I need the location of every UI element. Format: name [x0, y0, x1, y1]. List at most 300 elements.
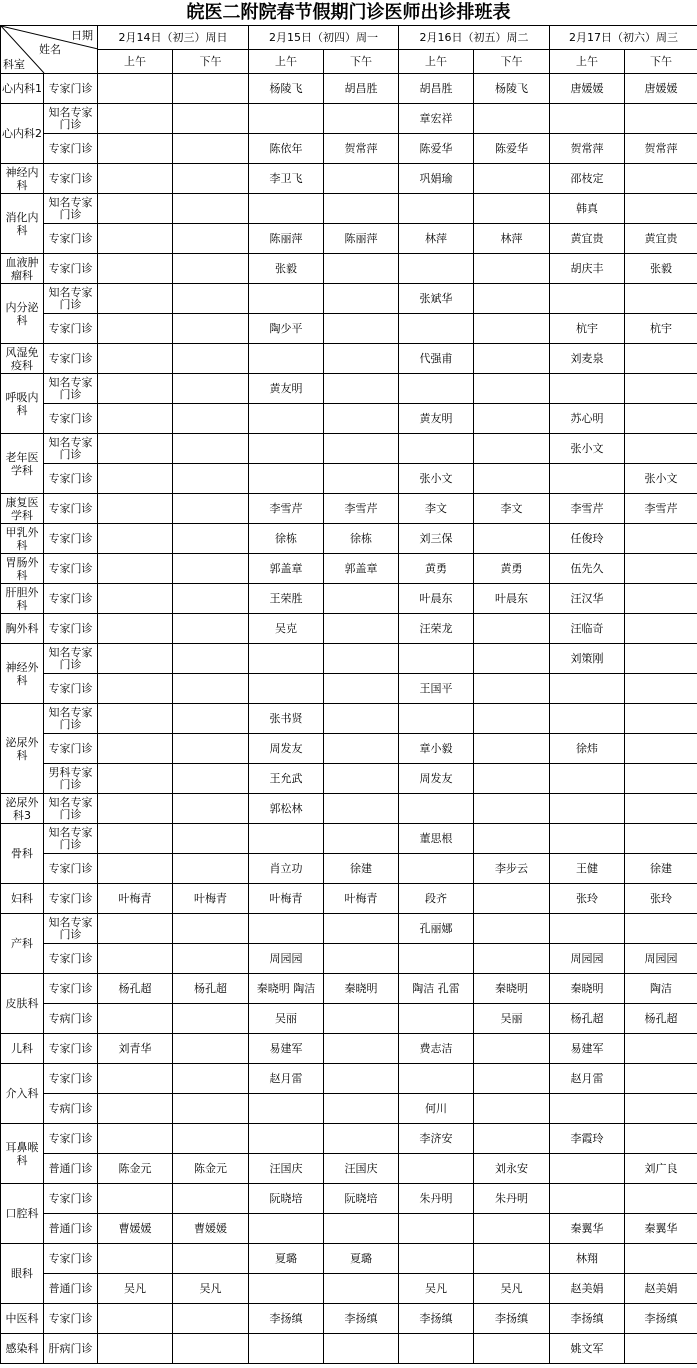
doctor-cell: 徐建 [324, 854, 399, 884]
doctor-cell: 刘青华 [98, 1034, 173, 1064]
doctor-cell: 曹媛媛 [173, 1214, 249, 1244]
department-cell: 神经内科 [1, 164, 44, 194]
doctor-cell [173, 734, 249, 764]
doctor-cell [324, 194, 399, 224]
clinic-type-cell: 专家门诊 [44, 524, 98, 554]
doctor-cell: 李扬缜 [474, 1304, 550, 1334]
clinic-type-cell: 专家门诊 [44, 1124, 98, 1154]
doctor-cell: 杭宇 [625, 314, 697, 344]
clinic-type-cell: 专家门诊 [44, 734, 98, 764]
doctor-cell [173, 854, 249, 884]
doctor-cell: 李济安 [399, 1124, 474, 1154]
header-corner [1, 26, 98, 74]
clinic-type-cell: 专家门诊 [44, 314, 98, 344]
doctor-cell: 杨孔超 [173, 974, 249, 1004]
table-row [1, 644, 697, 674]
doctor-cell [324, 614, 399, 644]
table-row [1, 284, 697, 314]
doctor-cell: 李文 [474, 494, 550, 524]
table-row [1, 1094, 697, 1124]
schedule-table [0, 25, 697, 1364]
doctor-cell [324, 344, 399, 374]
doctor-cell [474, 614, 550, 644]
doctor-cell: 杨陵飞 [249, 74, 324, 104]
clinic-type-cell: 专家门诊 [44, 164, 98, 194]
doctor-cell: 张小文 [625, 464, 697, 494]
doctor-cell: 吴凡 [98, 1274, 173, 1304]
doctor-cell [625, 404, 697, 434]
doctor-cell [173, 1304, 249, 1334]
clinic-type-cell: 专家门诊 [44, 134, 98, 164]
clinic-type-cell: 专家门诊 [44, 584, 98, 614]
doctor-cell: 章小毅 [399, 734, 474, 764]
doctor-cell [550, 1184, 625, 1214]
doctor-cell [324, 164, 399, 194]
table-row [1, 434, 697, 464]
doctor-cell: 周发友 [249, 734, 324, 764]
table-row [1, 164, 697, 194]
doctor-cell [98, 224, 173, 254]
department-cell: 骨科 [1, 824, 44, 884]
doctor-cell [324, 254, 399, 284]
doctor-cell [173, 704, 249, 734]
table-row [1, 374, 697, 404]
doctor-cell: 唐媛媛 [625, 74, 697, 104]
table-row [1, 794, 697, 824]
clinic-type-cell: 专家门诊 [44, 404, 98, 434]
doctor-cell [474, 1334, 550, 1364]
table-row [1, 1064, 697, 1094]
doctor-cell: 陈丽萍 [324, 224, 399, 254]
doctor-cell [324, 1094, 399, 1124]
doctor-cell [550, 764, 625, 794]
doctor-cell [474, 404, 550, 434]
department-cell: 甲乳外科 [1, 524, 44, 554]
doctor-cell [173, 584, 249, 614]
doctor-cell [173, 1004, 249, 1034]
doctor-cell [98, 524, 173, 554]
table-row [1, 1034, 697, 1064]
doctor-cell [324, 944, 399, 974]
department-cell: 胃肠外科 [1, 554, 44, 584]
table-row [1, 404, 697, 434]
doctor-cell [173, 944, 249, 974]
clinic-type-cell: 普通门诊 [44, 1274, 98, 1304]
am-header: 上午 [98, 50, 173, 74]
doctor-cell: 易建军 [249, 1034, 324, 1064]
doctor-cell [550, 284, 625, 314]
doctor-cell [399, 194, 474, 224]
doctor-cell: 李文 [399, 494, 474, 524]
doctor-cell [625, 644, 697, 674]
doctor-cell [625, 704, 697, 734]
doctor-cell: 易建军 [550, 1034, 625, 1064]
doctor-cell: 秦晓明 [324, 974, 399, 1004]
doctor-cell: 秦晓明 [550, 974, 625, 1004]
doctor-cell [474, 734, 550, 764]
doctor-cell [474, 1034, 550, 1064]
clinic-type-cell: 专家门诊 [44, 254, 98, 284]
clinic-type-cell: 专病门诊 [44, 1004, 98, 1034]
doctor-cell: 周园园 [550, 944, 625, 974]
doctor-cell: 林萍 [474, 224, 550, 254]
doctor-cell [324, 824, 399, 854]
doctor-cell: 邵枝定 [550, 164, 625, 194]
doctor-cell [173, 494, 249, 524]
table-row [1, 974, 697, 1004]
doctor-cell [550, 794, 625, 824]
doctor-cell: 周发友 [399, 764, 474, 794]
department-cell: 呼吸内科 [1, 374, 44, 434]
doctor-cell: 徐栋 [324, 524, 399, 554]
doctor-cell [625, 824, 697, 854]
doctor-cell [474, 644, 550, 674]
doctor-cell: 刘广良 [625, 1154, 697, 1184]
doctor-cell [625, 1334, 697, 1364]
doctor-cell [98, 734, 173, 764]
doctor-cell [98, 464, 173, 494]
clinic-type-cell: 专家门诊 [44, 884, 98, 914]
am-header: 上午 [399, 50, 474, 74]
doctor-cell: 徐炜 [550, 734, 625, 764]
department-cell: 皮肤科 [1, 974, 44, 1034]
department-cell: 儿科 [1, 1034, 44, 1064]
table-row [1, 1004, 697, 1034]
clinic-type-cell: 专家门诊 [44, 1244, 98, 1274]
doctor-cell [173, 464, 249, 494]
doctor-cell: 张斌华 [399, 284, 474, 314]
doctor-cell [249, 464, 324, 494]
doctor-cell: 林萍 [399, 224, 474, 254]
doctor-cell: 叶晨东 [399, 584, 474, 614]
doctor-cell [474, 194, 550, 224]
department-cell: 妇科 [1, 884, 44, 914]
doctor-cell [550, 464, 625, 494]
doctor-cell: 曹媛媛 [98, 1214, 173, 1244]
clinic-type-cell: 知名专家门诊 [44, 284, 98, 314]
doctor-cell [98, 704, 173, 734]
doctor-cell: 秦翼华 [625, 1214, 697, 1244]
doctor-cell [399, 1214, 474, 1244]
doctor-cell [98, 374, 173, 404]
doctor-cell: 李扬缜 [625, 1304, 697, 1334]
doctor-cell: 李雪芹 [324, 494, 399, 524]
doctor-cell: 郭松林 [249, 794, 324, 824]
doctor-cell [249, 404, 324, 434]
clinic-type-cell: 知名专家门诊 [44, 794, 98, 824]
doctor-cell [625, 1244, 697, 1274]
table-row [1, 734, 697, 764]
doctor-cell: 吴克 [249, 614, 324, 644]
table-row [1, 314, 697, 344]
doctor-cell [474, 824, 550, 854]
doctor-cell: 徐建 [625, 854, 697, 884]
doctor-cell [173, 254, 249, 284]
doctor-cell [625, 914, 697, 944]
doctor-cell [173, 344, 249, 374]
doctor-cell: 黄勇 [399, 554, 474, 584]
doctor-cell [625, 584, 697, 614]
doctor-cell [625, 194, 697, 224]
doctor-cell [98, 254, 173, 284]
doctor-cell: 赵美娟 [550, 1274, 625, 1304]
doctor-cell [249, 1214, 324, 1244]
department-cell: 眼科 [1, 1244, 44, 1304]
doctor-cell [173, 434, 249, 464]
doctor-cell [173, 74, 249, 104]
doctor-cell [324, 464, 399, 494]
header-row-dates [1, 26, 697, 50]
doctor-cell: 陈依年 [249, 134, 324, 164]
doctor-cell [399, 1334, 474, 1364]
doctor-cell [98, 104, 173, 134]
doctor-cell [474, 674, 550, 704]
doctor-cell [249, 1124, 324, 1154]
doctor-cell: 朱丹明 [474, 1184, 550, 1214]
pm-header: 下午 [324, 50, 399, 74]
doctor-cell: 何川 [399, 1094, 474, 1124]
doctor-cell [173, 404, 249, 434]
doctor-cell: 李扬缜 [324, 1304, 399, 1334]
doctor-cell [474, 164, 550, 194]
table-row [1, 554, 697, 584]
table-row [1, 1214, 697, 1244]
doctor-cell: 吴丽 [474, 1004, 550, 1034]
header-row-periods [1, 50, 697, 74]
clinic-type-cell: 专家门诊 [44, 224, 98, 254]
clinic-type-cell: 专家门诊 [44, 854, 98, 884]
doctor-cell [173, 1184, 249, 1214]
doctor-cell [173, 134, 249, 164]
doctor-cell [249, 914, 324, 944]
doctor-cell: 陶少平 [249, 314, 324, 344]
table-row [1, 134, 697, 164]
table-row [1, 104, 697, 134]
department-cell: 介入科 [1, 1064, 44, 1124]
doctor-cell: 赵美娟 [625, 1274, 697, 1304]
table-row [1, 1244, 697, 1274]
doctor-cell [474, 524, 550, 554]
doctor-cell: 李扬缜 [399, 1304, 474, 1334]
doctor-cell [324, 1064, 399, 1094]
doctor-cell: 汪汉华 [550, 584, 625, 614]
doctor-cell: 郭盖章 [249, 554, 324, 584]
doctor-cell [399, 1004, 474, 1034]
doctor-cell [399, 1064, 474, 1094]
doctor-cell [324, 1334, 399, 1364]
doctor-cell [324, 734, 399, 764]
doctor-cell: 叶梅青 [173, 884, 249, 914]
doctor-cell [98, 134, 173, 164]
department-cell: 风湿免疫科 [1, 344, 44, 374]
doctor-cell [98, 344, 173, 374]
doctor-cell: 黄宜贵 [550, 224, 625, 254]
doctor-cell: 杨孔超 [625, 1004, 697, 1034]
day-header: 2月17日（初六）周三 [550, 26, 697, 50]
doctor-cell: 贺常萍 [550, 134, 625, 164]
doctor-cell [625, 674, 697, 704]
doctor-cell [625, 1184, 697, 1214]
doctor-cell: 吴凡 [399, 1274, 474, 1304]
doctor-cell: 黄宜贵 [625, 224, 697, 254]
doctor-cell [550, 824, 625, 854]
doctor-cell [550, 914, 625, 944]
doctor-cell [474, 1064, 550, 1094]
doctor-cell: 伍先久 [550, 554, 625, 584]
table-row [1, 494, 697, 524]
doctor-cell [399, 314, 474, 344]
doctor-cell: 汪国庆 [249, 1154, 324, 1184]
doctor-cell: 汪荣龙 [399, 614, 474, 644]
doctor-cell: 肖立功 [249, 854, 324, 884]
doctor-cell [324, 1004, 399, 1034]
doctor-cell [98, 914, 173, 944]
clinic-type-cell: 专病门诊 [44, 1094, 98, 1124]
clinic-type-cell: 知名专家门诊 [44, 434, 98, 464]
table-row [1, 524, 697, 554]
day-header: 2月14日（初三）周日 [98, 26, 249, 50]
doctor-cell [173, 104, 249, 134]
clinic-type-cell: 专家门诊 [44, 974, 98, 1004]
department-cell: 泌尿外科3 [1, 794, 44, 824]
doctor-cell: 秦晓明 [474, 974, 550, 1004]
doctor-cell: 徐栋 [249, 524, 324, 554]
doctor-cell [324, 374, 399, 404]
doctor-cell [550, 104, 625, 134]
doctor-cell [98, 494, 173, 524]
clinic-type-cell: 知名专家门诊 [44, 104, 98, 134]
doctor-cell [173, 824, 249, 854]
doctor-cell [173, 1334, 249, 1364]
clinic-type-cell: 专家门诊 [44, 614, 98, 644]
doctor-cell: 叶梅青 [98, 884, 173, 914]
doctor-cell: 姚文军 [550, 1334, 625, 1364]
doctor-cell: 唐媛媛 [550, 74, 625, 104]
doctor-cell [98, 404, 173, 434]
doctor-cell [98, 614, 173, 644]
doctor-cell [399, 254, 474, 284]
doctor-cell [173, 1244, 249, 1274]
table-row [1, 824, 697, 854]
doctor-cell: 秦翼华 [550, 1214, 625, 1244]
doctor-cell [249, 284, 324, 314]
doctor-cell [324, 644, 399, 674]
day-header: 2月16日（初五）周二 [399, 26, 550, 50]
doctor-cell [399, 704, 474, 734]
doctor-cell: 周园园 [625, 944, 697, 974]
doctor-cell [98, 1094, 173, 1124]
clinic-type-cell: 知名专家门诊 [44, 914, 98, 944]
doctor-cell: 林翔 [550, 1244, 625, 1274]
table-row [1, 1124, 697, 1154]
doctor-cell: 段齐 [399, 884, 474, 914]
department-cell: 泌尿外科 [1, 704, 44, 794]
department-cell: 消化内科 [1, 194, 44, 254]
doctor-cell [474, 344, 550, 374]
doctor-cell [98, 74, 173, 104]
doctor-cell [173, 1124, 249, 1154]
department-cell: 胸外科 [1, 614, 44, 644]
clinic-type-cell: 专家门诊 [44, 674, 98, 704]
corner-dept-label: 科室 [3, 58, 25, 71]
doctor-cell [474, 374, 550, 404]
clinic-type-cell: 专家门诊 [44, 344, 98, 374]
doctor-cell: 代强甫 [399, 344, 474, 374]
table-row [1, 344, 697, 374]
doctor-cell: 赵月雷 [550, 1064, 625, 1094]
doctor-cell [173, 194, 249, 224]
doctor-cell: 杭宇 [550, 314, 625, 344]
doctor-cell: 刘三保 [399, 524, 474, 554]
doctor-cell [324, 704, 399, 734]
doctor-cell [474, 104, 550, 134]
department-cell: 内分泌科 [1, 284, 44, 344]
doctor-cell [98, 1304, 173, 1334]
doctor-cell: 刘策刚 [550, 644, 625, 674]
doctor-cell [324, 584, 399, 614]
doctor-cell: 郭盖章 [324, 554, 399, 584]
doctor-cell [399, 374, 474, 404]
doctor-cell [399, 1244, 474, 1274]
doctor-cell [474, 434, 550, 464]
doctor-cell [98, 794, 173, 824]
doctor-cell [474, 254, 550, 284]
doctor-cell [249, 674, 324, 704]
doctor-cell: 费志洁 [399, 1034, 474, 1064]
table-row [1, 254, 697, 284]
doctor-cell [625, 794, 697, 824]
department-cell: 老年医学科 [1, 434, 44, 494]
table-row [1, 74, 697, 104]
clinic-type-cell: 知名专家门诊 [44, 374, 98, 404]
table-row [1, 1334, 697, 1364]
doctor-cell: 张玲 [550, 884, 625, 914]
doctor-cell: 黄友明 [399, 404, 474, 434]
doctor-cell [249, 434, 324, 464]
table-row [1, 1154, 697, 1184]
doctor-cell [249, 194, 324, 224]
doctor-cell [625, 734, 697, 764]
department-cell: 心内科1 [1, 74, 44, 104]
doctor-cell [173, 374, 249, 404]
doctor-cell [98, 164, 173, 194]
doctor-cell [474, 314, 550, 344]
doctor-cell [474, 794, 550, 824]
doctor-cell [98, 1124, 173, 1154]
clinic-type-cell: 知名专家门诊 [44, 644, 98, 674]
doctor-cell: 胡昌胜 [324, 74, 399, 104]
corner-date-label: 日期 [71, 29, 93, 42]
clinic-type-cell: 知名专家门诊 [44, 194, 98, 224]
doctor-cell [98, 674, 173, 704]
clinic-type-cell: 肝病门诊 [44, 1334, 98, 1364]
clinic-type-cell: 专家门诊 [44, 1064, 98, 1094]
doctor-cell [98, 554, 173, 584]
doctor-cell: 刘麦泉 [550, 344, 625, 374]
doctor-cell: 黄勇 [474, 554, 550, 584]
doctor-cell [550, 674, 625, 704]
doctor-cell: 杨孔超 [98, 974, 173, 1004]
doctor-cell [98, 1004, 173, 1034]
doctor-cell: 叶梅青 [324, 884, 399, 914]
doctor-cell [98, 1184, 173, 1214]
day-header: 2月15日（初四）周一 [249, 26, 399, 50]
doctor-cell [98, 284, 173, 314]
table-row [1, 1274, 697, 1304]
am-header: 上午 [550, 50, 625, 74]
doctor-cell: 张毅 [249, 254, 324, 284]
clinic-type-cell: 专家门诊 [44, 494, 98, 524]
